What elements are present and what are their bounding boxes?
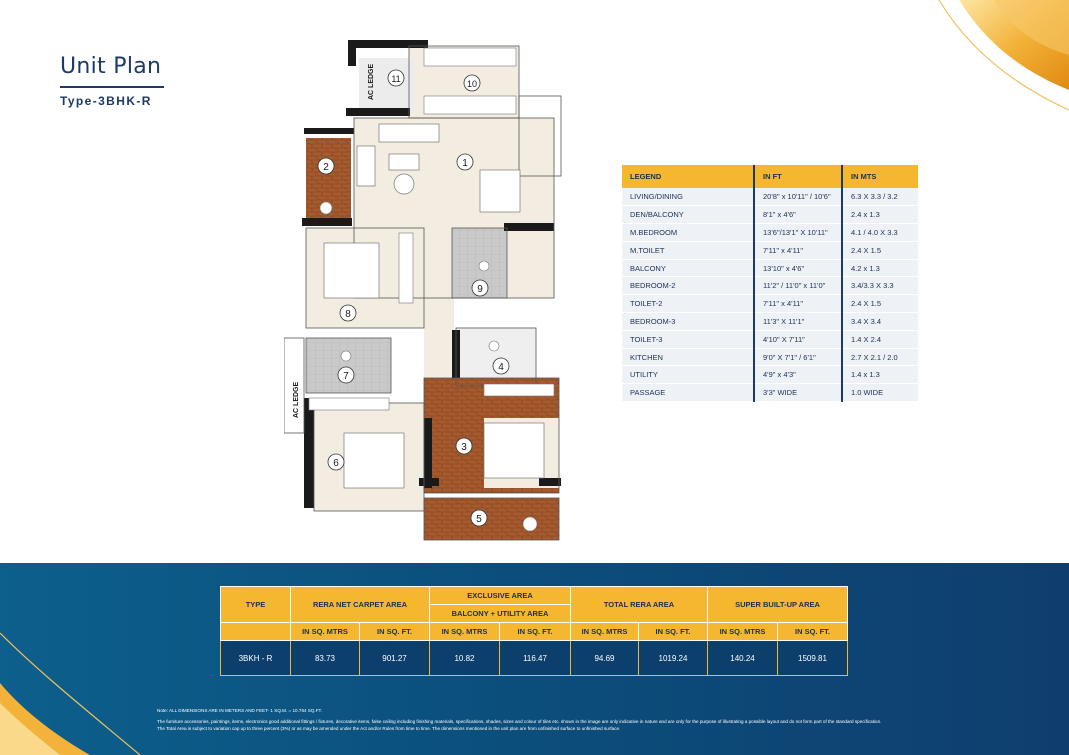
table-row: 3BKH - R 83.73 901.27 10.82 116.47 94.69 1019.24 140.24 1509.81 [221,641,848,676]
room-badge-5 [471,510,487,526]
toilet2-floor [306,338,391,393]
svg-text:11: 11 [391,74,401,84]
area-header-exclusive: EXCLUSIVE AREA [430,587,571,605]
table-row: TOILET-3 4'10" X 7'11" 1.4 X 2.4 [622,330,918,348]
svg-text:8: 8 [345,309,351,320]
area-header-super-builtup: SUPER BUILT-UP AREA [708,587,848,623]
page-subtitle: Type-3BHK-R [60,94,152,108]
room-badge-1 [457,154,473,170]
room-badge-11 [388,70,404,86]
table-row: PASSAGE 3'3" WIDE 1.0 WIDE [622,384,918,402]
room-badge-9 [472,280,488,296]
legend-header-name: LEGEND [622,165,754,188]
legend-header-row [622,165,918,188]
passage-floor [424,298,454,378]
corner-swoosh-decoration [899,0,1069,130]
svg-text:6: 6 [333,458,339,469]
room-badge-6 [328,454,344,470]
area-header-total-rera: TOTAL RERA AREA [571,587,708,623]
table-row: BALCONY 13'10" x 4'6" 4.2 x 1.3 [622,259,918,277]
table-row: KITCHEN 9'0" X 7'1" / 6'1" 2.7 X 2.1 / 2.0 [622,348,918,366]
svg-text:5: 5 [476,514,482,525]
svg-text:10: 10 [466,79,478,89]
area-table: TYPE RERA NET CARPET AREA EXCLUSIVE AREA TOTAL RERA AREA SUPER BUILT-UP AREA BALCONY + UTILITY AREA IN SQ. MTRS IN SQ. FT. IN SQ. MTRS IN SQ. FT. IN SQ. MTRS IN SQ. FT. IN SQ. MTRS IN SQ. FT. 3BKH - R 83.73 901.27 10.82 116.47 94.69 1019.24 140.24 1509.81 [220,586,848,676]
toilet3-floor [456,328,536,386]
table-row: BEDROOM-2 11'2" / 11'0" x 11'0" 3.4/3.3 X 3.3 [622,277,918,295]
svg-text:7: 7 [343,371,349,382]
table-row: DEN/BALCONY 8'1" x 4'6" 2.4 x 1.3 [622,206,918,224]
svg-text:3: 3 [461,442,467,453]
area-header-carpet: RERA NET CARPET AREA [291,587,430,623]
area-header-type: TYPE [221,587,291,623]
room-badge-4 [493,358,509,374]
note-units: Note: ALL DIMENSIONS ARE IN METERS AND FEET- 1 SQ.M. = 10.764 SQ.FT. [157,708,323,713]
unit-type: 3BKH - R [221,641,291,676]
svg-text:1: 1 [462,158,468,169]
svg-text:4: 4 [498,362,504,373]
room-badge-7 [338,367,354,383]
room-badge-10 [464,75,480,91]
area-header-balcony-utility: BALCONY + UTILITY AREA [430,605,571,623]
svg-text:9: 9 [477,284,483,295]
table-row: M.BEDROOM 13'6"/13'1" X 10'11" 4.1 / 4.0 X 3.3 [622,224,918,242]
svg-text:2: 2 [323,162,329,173]
header [60,54,164,108]
legend-header-mts: IN MTS [842,165,918,188]
page-title: Unit Plan [60,54,162,79]
table-row: BEDROOM-3 11'3" X 11'1" 3.4 X 3.4 [622,313,918,331]
area-band [0,563,1069,755]
note-furniture: The furniture accessories, paintings, items, electronics good additional fittings / fixtures, decorative items, false ceiling including finishing materials, specifications, shades, sizes and colour of tiles etc. shown in the image are only indicative in nature and are only for the purpose of illustrating a possible layout and do not form part of the standard specification. [157,719,882,724]
area-subheader-blank [221,623,291,641]
table-row: LIVING/DINING 20'8" x 10'11" / 10'6" 6.3 X 3.3 / 3.2 [622,188,918,206]
table-row: UTILITY 4'9" x 4'3" 1.4 x 1.3 [622,366,918,384]
ac-ledge-label-bottom: AC LEDGE [293,381,300,418]
balcony-floor [424,498,559,540]
note-area-variation: The Total Area is subject to variation cap up to three percent (3%) or as may be amended under the Act and/or Rules from time to time. The dimensions mentioned in the unit plan are from unfinished surface to unfinished surface. [157,726,621,731]
title-divider [60,86,164,88]
table-row: TOILET-2 7'11" x 4'11" 2.4 X 1.5 [622,295,918,313]
disclaimer-notes [157,707,1047,732]
ac-ledge-label-top: AC LEDGE [368,63,375,100]
room-badge-2 [318,158,334,174]
table-row: M.TOILET 7'11" x 4'11" 2.4 X 1.5 [622,241,918,259]
legend-table [622,165,918,402]
legend-header-ft: IN FT [754,165,842,188]
room-badge-8 [340,305,356,321]
room-badge-3 [456,438,472,454]
floor-plan [284,38,566,546]
